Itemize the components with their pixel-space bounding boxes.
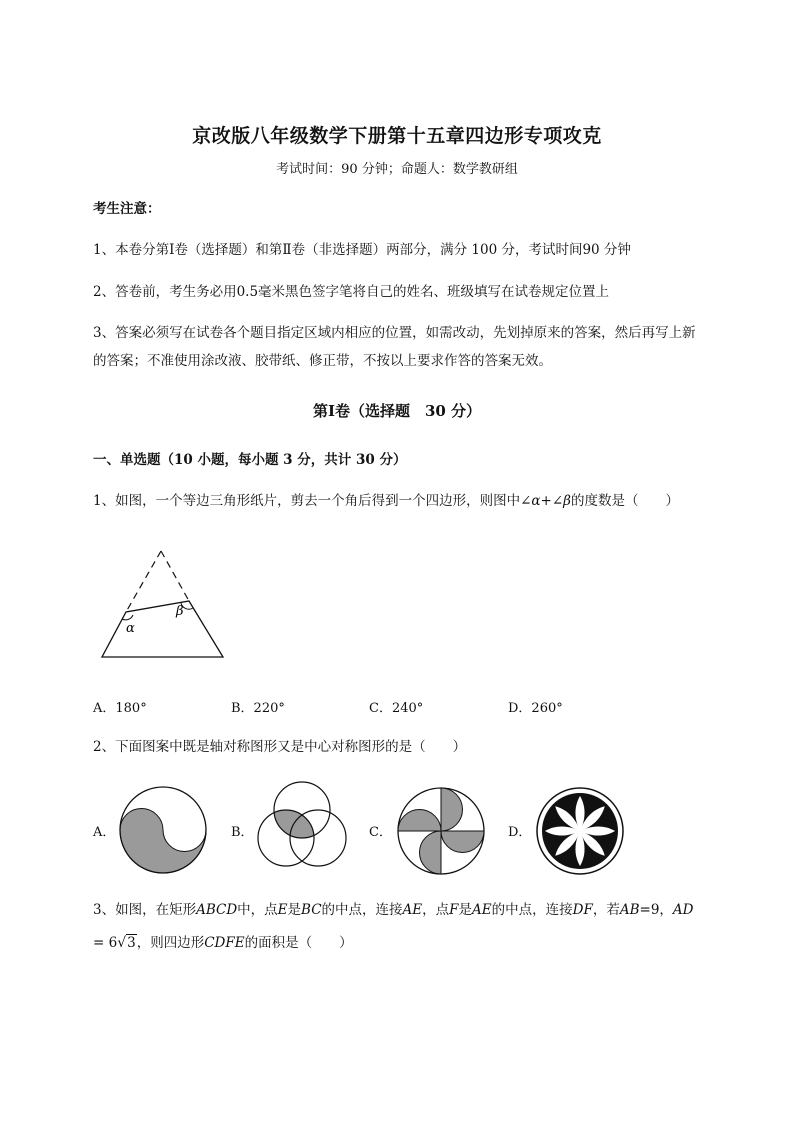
q3-eq-prefix: = 6 — [93, 935, 118, 951]
q3-text: 中，点 — [237, 902, 278, 918]
pinwheel-blade-right — [441, 831, 484, 853]
q1-option-a[interactable]: A．180° — [93, 701, 147, 716]
q3-math: AB — [619, 902, 640, 918]
sqrt-symbol: √ — [117, 935, 127, 951]
part-heading: 一、单选题（10 小题，每小题 3 分，共计 30 分） — [93, 452, 407, 468]
q3-text: 是 — [287, 902, 302, 918]
question-1 — [93, 491, 679, 511]
q3-math: AD — [672, 902, 694, 918]
q1-option-c[interactable]: C．240° — [369, 701, 424, 716]
q3-math: ABCD — [196, 902, 238, 918]
notice-heading: 考生注意： — [93, 201, 161, 217]
q2-option-d-label[interactable]: D． — [508, 825, 532, 840]
yin-yang-shaded-half — [120, 809, 206, 874]
notice-item-3-line1: 3、答案必须写在试卷各个题目指定区域内相应的位置，如需改动，先划掉原来的答案，然后再写上新 — [93, 325, 696, 341]
q3-math: AE — [402, 902, 423, 918]
notice-item-1: 1、本卷分第Ⅰ卷（选择题）和第Ⅱ卷（非选择题）两部分，满分 100 分，考试时间90 分钟 — [93, 242, 631, 258]
section-title: 第Ⅰ卷（选择题 30 分） — [312, 402, 482, 420]
q3-math: DF — [572, 902, 593, 918]
rosette-center — [575, 826, 585, 836]
sqrt-argument: 3 — [127, 935, 136, 951]
question-1-figure — [95, 545, 230, 665]
q1-option-d[interactable]: D．260° — [508, 701, 563, 716]
q2-figure-b[interactable] — [256, 780, 348, 872]
q3-quad-name: CDFE — [204, 935, 245, 951]
q3-text: 是 — [458, 902, 473, 918]
q2-option-c-label[interactable]: C． — [369, 825, 392, 840]
q3-text-suffix: 的面积是（ ） — [244, 935, 353, 951]
question-1-text-after: 的度数是（ ） — [570, 493, 679, 509]
quadrilateral — [102, 601, 223, 657]
question-3-line-1 — [93, 900, 694, 920]
question-1-text-before: 1、如图，一个等边三角形纸片，剪去一个角后得到一个四边形，则图中 — [93, 493, 521, 509]
alpha-label: α — [126, 621, 135, 636]
q3-text: 3、如图，在矩形 — [93, 902, 197, 918]
q2-figure-c[interactable] — [396, 786, 486, 876]
q2-option-a-label[interactable]: A． — [93, 825, 116, 840]
beta-label: β — [176, 604, 184, 619]
triangle-dashed-left — [126, 551, 161, 612]
pinwheel-blade-left — [398, 810, 441, 832]
question-2: 2、下面图案中既是轴对称图形又是中心对称图形的是（ ） — [93, 739, 467, 755]
pinwheel-blade-top — [441, 788, 463, 831]
q3-math: E — [277, 902, 288, 918]
q3-math: AE — [472, 902, 492, 918]
notice-item-2: 2、答卷前，考生务必用0.5毫米黑色签字笔将自己的姓名、班级填写在试卷规定位置上 — [93, 284, 610, 300]
q3-math: BC — [301, 902, 322, 918]
q1-option-b[interactable]: B．220° — [231, 701, 285, 716]
pinwheel-blade-bottom — [420, 831, 442, 874]
q3-text-middle: ，则四边形 — [136, 935, 205, 951]
q3-text: ，若 — [592, 902, 620, 918]
q3-text: 的中点，连接 — [321, 902, 403, 918]
q2-option-b-label[interactable]: B． — [231, 825, 254, 840]
q3-text: =9， — [639, 902, 673, 918]
q2-figure-a[interactable] — [118, 785, 208, 875]
question-3-line-2 — [93, 933, 353, 953]
triangle-dashed-right — [161, 551, 189, 601]
q2-figure-d[interactable] — [535, 786, 625, 876]
q3-text: ，点 — [422, 902, 450, 918]
q3-math: F — [449, 902, 459, 918]
page-title: 京改版八年级数学下册第十五章四边形专项攻克 — [192, 125, 602, 147]
q3-text: 的中点，连接 — [491, 902, 573, 918]
notice-item-3-line2: 的答案；不准使用涂改液、胶带纸、修正带，不按以上要求作答的答案无效。 — [93, 353, 552, 369]
exam-info: 考试时间：90 分钟；命题人：数学教研组 — [276, 162, 518, 177]
question-1-math: ∠α+∠β — [520, 493, 571, 509]
